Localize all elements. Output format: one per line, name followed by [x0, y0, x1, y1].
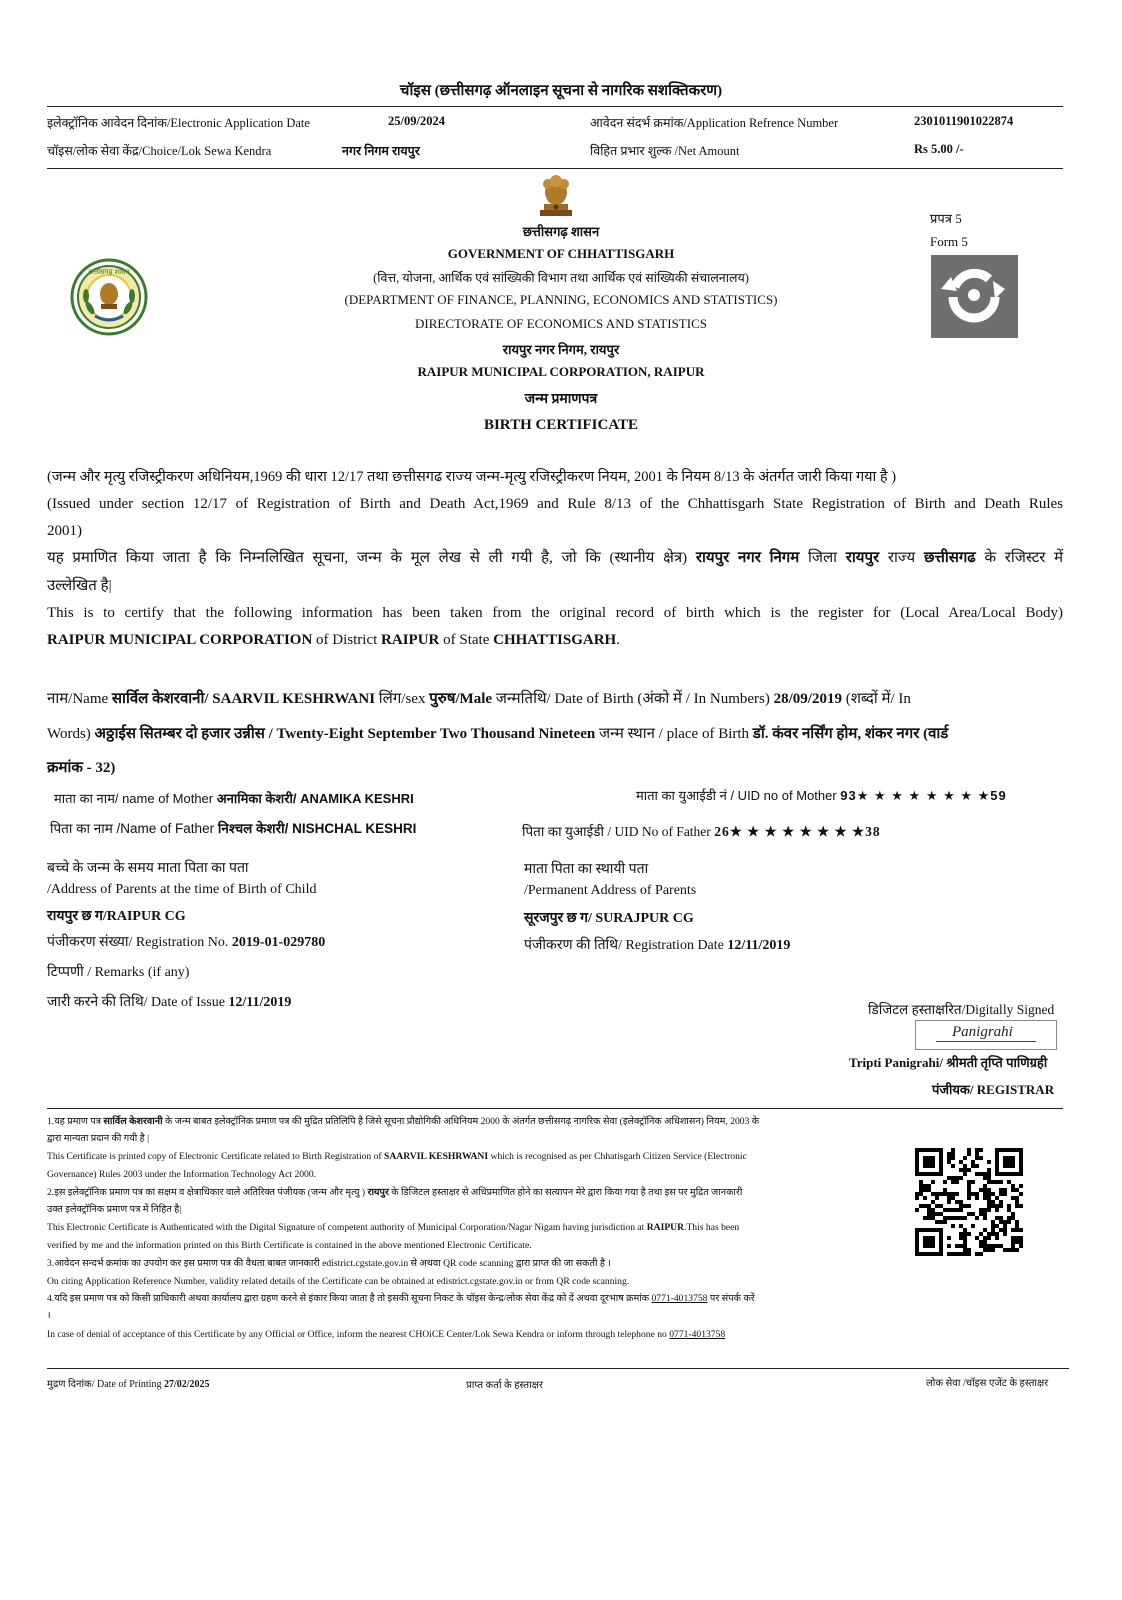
directorate: DIRECTORATE OF ECONOMICS AND STATISTICS	[415, 316, 707, 331]
mother-name: अनामिका केशरी/ ANAMIKA KESHRI	[216, 791, 414, 806]
mother-uid: 93★ ★ ★ ★ ★ ★ ★ ★59	[840, 788, 1007, 803]
perm-address-label-hi: माता पिता का स्थायी पता	[524, 862, 649, 877]
note-2-hi-line2: उक्त इलेक्ट्रॉनिक प्रमाण पत्र में निहित है|	[47, 1204, 182, 1215]
child-pob-line2: क्रमांक - 32)	[47, 760, 116, 776]
app-date: 25/09/2024	[388, 114, 445, 128]
amount-label: विहित प्रभार शुल्क /Net Amount	[590, 144, 740, 158]
note-place: रायपुर	[367, 1187, 389, 1198]
issue-date-label: जारी करने की तिथि/ Date of Issue	[47, 995, 225, 1010]
divider	[47, 1108, 1063, 1109]
act-en-line2: 2001)	[47, 523, 82, 539]
amount: Rs 5.00 /-	[914, 142, 964, 156]
cert-en-line1: This is to certify that the following information has been taken from the original record of birth which is the register for (Local Area/Local Body)	[47, 605, 1063, 621]
issue-date-row	[47, 992, 291, 1011]
note-4-hi	[47, 1290, 877, 1308]
dob-label: जन्मतिथि/ Date of Birth (अंको में / In Numbers)	[495, 691, 770, 707]
certificate-title-en: BIRTH CERTIFICATE	[483, 417, 639, 433]
registrar-role: पंजीयक/ REGISTRAR	[932, 1082, 1055, 1097]
note-child-name: सार्विल केशरवानी	[103, 1116, 163, 1127]
note-2-en	[47, 1219, 877, 1237]
child-line2	[47, 721, 1063, 748]
print-date: 27/02/2025	[163, 1379, 210, 1390]
note-1-hi	[47, 1113, 877, 1131]
act-en-line1: (Issued under section 12/17 of Registration of Birth and Death Act,1969 and Rule 8/13 of the Chhattisgarh State Registration of Birth and Death Rules	[47, 496, 1063, 512]
birth-address-label-hi: बच्चे के जन्म के समय माता पिता का पता	[47, 861, 249, 876]
cert-en-line2	[47, 627, 1063, 654]
mother-label: माता का नाम/ name of Mother	[54, 791, 214, 806]
registration-date-row	[524, 935, 790, 954]
mother-uid-row	[636, 786, 1007, 804]
phone-number: 0771-4013758	[669, 1329, 726, 1340]
child-pob: डॉ. कंवर नर्सिंग होम, शंकर नगर (वार्ड	[752, 726, 949, 742]
note-1-hi-line2: द्वारा मान्यता प्रदान की गयी है |	[47, 1133, 150, 1144]
note-3-en: On citing Application Reference Number, validity related details of the Certificate can be obtained at edistrict.cgstate.gov.in or from QR code scanning.	[47, 1276, 630, 1287]
note-text: के डिजिटल हस्ताक्षर से अधिप्रमाणित होने का सत्यापन मेरे द्वारा किया गया है तथा इस पर मुद्रित जानकारी	[391, 1187, 743, 1198]
registration-no-row	[47, 932, 325, 951]
note-place: RAIPUR	[646, 1222, 685, 1233]
signature-stroke	[936, 1041, 1036, 1042]
father-row	[50, 819, 416, 837]
cert-en-dist: RAIPUR	[381, 632, 440, 648]
page-title: चॉइस (छत्तीसगढ़ ऑनलाइन सूचना से नागरिक सशक्तिकरण)	[399, 83, 723, 99]
note-text: This Certificate is printed copy of Electronic Certificate related to Birth Registration of	[47, 1151, 382, 1162]
dob-words-label-a: (शब्दों में/ In	[845, 691, 911, 707]
divider	[47, 1368, 1069, 1369]
choice-logo-icon	[931, 255, 1018, 338]
signature-box	[915, 1020, 1057, 1050]
perm-address-label-en: /Permanent Address of Parents	[524, 883, 697, 898]
child-line1	[47, 686, 1063, 713]
issue-date: 12/11/2019	[228, 995, 292, 1010]
ref-label: आवेदन संदर्भ क्रमांक/Application Refrence Number	[590, 116, 839, 130]
divider	[47, 168, 1063, 169]
act-hi: (जन्म और मृत्यु रजिस्ट्रीकरण अधिनियम,1969 की धारा 12/17 तथा छत्तीसगढ राज्य जन्म-मृत्यु रजिस्ट्रीकरण नियम, 2001 के नियम 8/13 के अंतर्गत जारी किया गया है )	[47, 469, 897, 485]
mother-uid-label: माता का युआईडी नं / UID no of Mother	[636, 788, 837, 803]
national-emblem-icon	[534, 172, 578, 220]
note-text: पर संपर्क करें	[709, 1293, 755, 1304]
cert-hi-area: रायपुर नगर निगम	[695, 550, 800, 566]
digitally-signed: डिजिटल हस्ताक्षरित/Digitally Signed	[868, 1002, 1055, 1017]
sex-label: लिंग/sex	[378, 691, 426, 707]
registration-no: 2019-01-029780	[231, 935, 326, 950]
cert-hi-dist-label: जिला	[807, 550, 838, 566]
dept-en: (DEPARTMENT OF FINANCE, PLANNING, ECONOMICS AND STATISTICS)	[344, 292, 778, 307]
note-child-name: SAARVIL KESHRWANI	[384, 1151, 489, 1162]
note-text: के जन्म बाबत इलेक्ट्रॉनिक प्रमाण पत्र की मुद्रित प्रतिलिपि है जिसे सूचना प्रौद्योगिकी अधिनियम 2000 के अंतर्गत छत्तीसगढ़ नागरिक सेवा (इलेक्ट्रॉनिक अधिशासन) नियम, 2003 के	[164, 1116, 760, 1127]
cert-statement-hi	[47, 545, 1063, 572]
seal-text: छत्तीसगढ़ शासन	[88, 269, 130, 276]
corp-hi: रायपुर नगर निगम, रायपुर	[502, 342, 620, 357]
mother-row	[54, 789, 414, 807]
note-1-en	[47, 1148, 877, 1166]
cert-hi-state: छत्तीसगढ	[923, 550, 976, 566]
registration-date-label: पंजीकरण की तिथि/ Registration Date	[524, 938, 724, 953]
note-4-hi-line2: ।	[47, 1310, 51, 1321]
registration-date: 12/11/2019	[727, 938, 791, 953]
note-2-en-line2: verified by me and the information printed on this Birth Certificate is contained in the above mentioned Electronic Certificate.	[47, 1240, 532, 1251]
form-number-en: Form 5	[930, 234, 968, 249]
child-name: सार्विल केशरवानी/ SAARVIL KESHRWANI	[111, 691, 376, 707]
registration-no-label: पंजीकरण संख्या/ Registration No.	[47, 935, 229, 950]
agent-signature-label: लोक सेवा /चॉइस एजेंट के हस्ताक्षर	[926, 1378, 1049, 1389]
receiver-signature-label: प्राप्त कर्ता के हस्ताक्षर	[466, 1380, 543, 1391]
dob-words-label-b: Words)	[47, 726, 91, 742]
ref-number: 2301011901022874	[914, 114, 1014, 128]
remarks-label: टिप्पणी / Remarks (if any)	[47, 965, 190, 980]
cert-en-dist-label: of District	[316, 632, 378, 648]
kendra-label: चॉइस/लोक सेवा केंद्र/Choice/Lok Sewa Kendra	[47, 144, 272, 158]
note-4-en	[47, 1326, 877, 1344]
cert-en-end: .	[616, 632, 620, 648]
cert-hi-dist: रायपुर	[845, 550, 880, 566]
dept-hi: (वित्त, योजना, आर्थिक एवं सांख्यिकी विभाग तथा आर्थिक एवं सांख्यिकी संचालनालय)	[373, 271, 749, 285]
name-label: नाम/Name	[47, 691, 109, 707]
birth-address-label-en: /Address of Parents at the time of Birth of Child	[47, 882, 317, 897]
certificate-title-hi: जन्म प्रमाणपत्र	[524, 392, 598, 407]
cert-hi-state-label: राज्य	[887, 550, 916, 566]
father-name: निश्चल केशरी/ NISHCHAL KESHRI	[217, 821, 417, 836]
note-3-hi: 3.आवेदन सन्दर्भ क्रमांक का उपयोग कर इस प्रमाण पत्र की वैधता बाबत जानकारी edistrict.cgstate.gov.in से अथवा QR code scanning द्वारा प्राप्त की जा सकती है ।	[47, 1258, 611, 1269]
perm-address: सूरजपुर छ ग/ SURAJPUR CG	[524, 911, 694, 926]
child-sex: पुरुष/Male	[429, 691, 493, 707]
state-en: GOVERNMENT OF CHHATTISGARH	[447, 246, 675, 261]
corp-en: RAIPUR MUNICIPAL CORPORATION, RAIPUR	[417, 364, 705, 379]
divider	[47, 106, 1063, 107]
qr-code-icon[interactable]	[914, 1148, 1024, 1256]
cert-hi-line2: उल्लेखित है|	[47, 578, 112, 594]
cert-en-state-label: of State	[443, 632, 490, 648]
kendra: नगर निगम रायपुर	[342, 144, 420, 158]
app-date-label: इलेक्ट्रॉनिक आवेदन दिनांक/Electronic Application Date	[47, 116, 310, 130]
note-text: .This has been	[684, 1222, 740, 1233]
birth-address: रायपुर छ ग/RAIPUR CG	[47, 909, 186, 924]
father-uid-label: पिता का युआईडी / UID No of Father	[522, 824, 711, 839]
note-text: This Electronic Certificate is Authenticated with the Digital Signature of competent authority of Municipal Corporation/Nagar Nigam having jurisdiction at	[47, 1222, 645, 1233]
signature-scribble: Panigrahi	[952, 1024, 1013, 1040]
form-number-hi: प्रपत्र 5	[930, 211, 962, 226]
registrar-name: Tripti Panigrahi/ श्रीमती तृप्ति पाणिग्रही	[849, 1055, 1048, 1070]
cert-hi-text: यह प्रमाणित किया जाता है कि निम्नलिखित सूचना, जन्म के मूल लेख से ली गयी है, जो कि (स्थानीय क्षेत्र)	[47, 550, 688, 566]
father-uid: 26★ ★ ★ ★ ★ ★ ★ ★38	[714, 824, 881, 839]
note-2-hi	[47, 1184, 877, 1202]
child-dob-words: अठ्ठाईस सितम्बर दो हजार उन्नीस / Twenty-Eight September Two Thousand Nineteen	[94, 726, 596, 742]
note-text: 4.यदि इस प्रमाण पत्र को किसी प्राधिकारी अथवा कार्यालय द्वारा ग्रहण करने से इंकार किया जाता है तो इसकी सूचना निकट के चॉइस केन्द्र/लोक सेवा केंद्र को दें अथवा दूरभाष क्रमांक	[47, 1293, 650, 1304]
note-text: In case of denial of acceptance of this Certificate by any Official or Office, inform the nearest CHOiCE Center/Lok Sewa Kendra or inform through telephone no	[47, 1329, 667, 1340]
note-text: 1.यह प्रमाण पत्र	[47, 1116, 102, 1127]
note-1-en-line2: Governance) Rules 2003 under the Information Technology Act 2000.	[47, 1169, 317, 1180]
note-text: 2.इस इलेक्ट्रॉनिक प्रमाण पत्र का सक्षम व क्षेत्राधिकार वाले अतिरिक्त पंजीयक (जन्म और मृत्यु )	[47, 1187, 366, 1198]
cert-en-area: RAIPUR MUNICIPAL CORPORATION	[47, 632, 313, 648]
father-uid-row	[522, 822, 881, 840]
cert-hi-end: के रजिस्टर में	[984, 550, 1064, 566]
print-date-row	[47, 1376, 210, 1390]
phone-number: 0771-4013758	[651, 1293, 708, 1304]
father-label: पिता का नाम /Name of Father	[50, 821, 215, 836]
pob-label: जन्म स्थान / place of Birth	[598, 726, 750, 742]
cert-en-state: CHHATTISGARH	[493, 632, 617, 648]
print-date-label: मुद्रण दिनांक/ Date of Printing	[47, 1379, 162, 1390]
note-text: which is recognised as per Chhatisgarh Citizen Service (Electronic	[490, 1151, 747, 1162]
child-dob: 28/09/2019	[773, 691, 842, 707]
state-hi: छत्तीसगढ़ शासन	[522, 224, 600, 239]
